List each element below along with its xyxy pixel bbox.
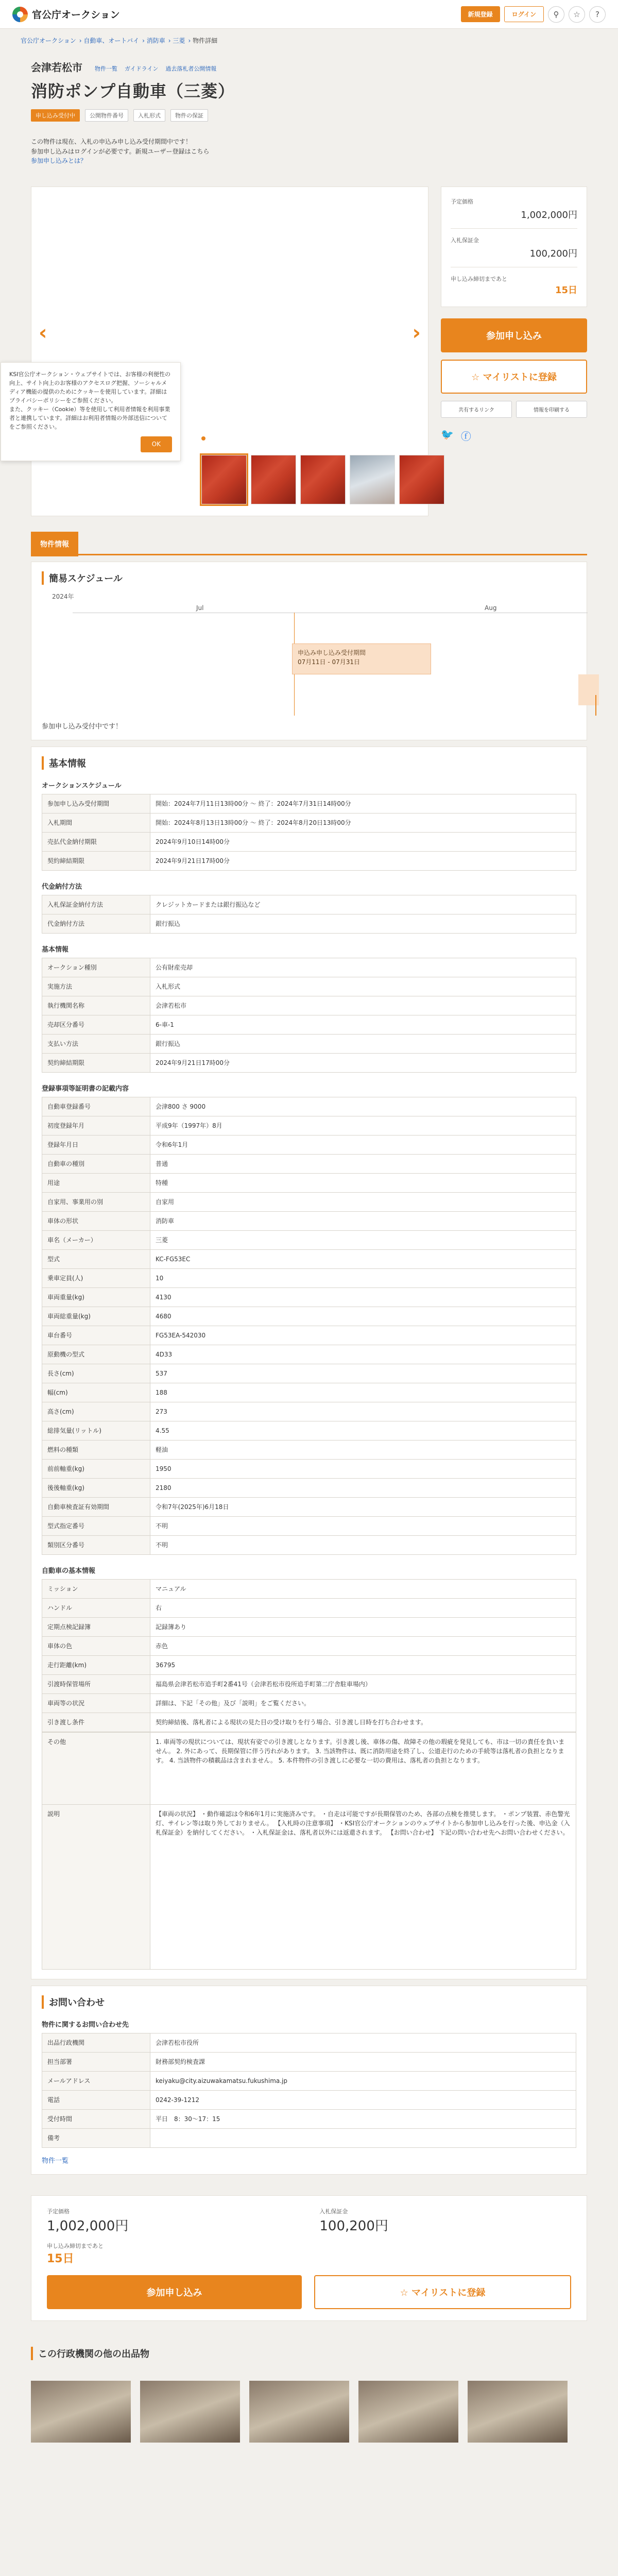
table-row (42, 1421, 576, 1440)
table-row (42, 1713, 576, 1732)
row-value: 2024年9月21日17時00分 (150, 851, 576, 870)
row-value: 会津若松市 (150, 996, 576, 1015)
price-label: 予定価格 (47, 2208, 70, 2215)
subsection-title: 自動車の基本情報 (42, 1567, 96, 1575)
site-header (0, 0, 618, 29)
row-value: 平成9年（1997年）8月 (150, 1116, 576, 1135)
section-title: 簡易スケジュール (42, 571, 576, 585)
row-value: 開始：2024年7月11日13時00分 ～ 終了：2024年7月31日14時00分 (150, 794, 576, 813)
favorite-icon[interactable]: ☆ (569, 6, 585, 23)
org-link[interactable]: ガイドライン (125, 65, 159, 72)
table-row (42, 1579, 576, 1598)
price-box (441, 187, 587, 307)
notes-table (42, 1732, 576, 1970)
row-value: 入札形式 (150, 977, 576, 996)
price-label: 申し込み締切まであと (451, 275, 507, 282)
timeline-month: Aug (485, 604, 497, 612)
days-remaining: 15日 (47, 2252, 74, 2265)
table-row (42, 958, 576, 977)
table-row (42, 2109, 576, 2128)
row-key: 高さ(cm) (42, 1402, 150, 1421)
register-button[interactable]: 新規登録 (461, 6, 500, 22)
notice-link[interactable]: 参加申し込みとは？ (31, 157, 87, 165)
registration-table (42, 1097, 576, 1555)
row-key: 自動車検査証有効期間 (42, 1497, 150, 1516)
tag: 入札形式 (133, 109, 165, 122)
tag: 物件の保証 (170, 109, 208, 122)
facebook-icon[interactable]: ⓕ (460, 430, 471, 443)
timeline-bar (292, 643, 431, 674)
table-row (42, 2128, 576, 2147)
thumbnail[interactable] (399, 455, 444, 504)
days-remaining: 15日 (555, 284, 577, 296)
table-row (42, 2052, 576, 2071)
row-key: 支払い方法 (42, 1034, 150, 1053)
row-key: 契約締結期限 (42, 851, 150, 870)
login-button[interactable]: ログイン (504, 6, 544, 22)
table-row (42, 1535, 576, 1554)
row-key: 説明 (42, 1804, 150, 1969)
row-value: 平日 8：30～17：15 (150, 2109, 576, 2128)
org-link[interactable]: 過去落札者公開情報 (165, 65, 217, 72)
row-key: 車名（メーカー） (42, 1230, 150, 1249)
row-value: 銀行振込 (150, 1034, 576, 1053)
cookie-ok-button[interactable]: OK (141, 436, 172, 452)
row-key: 乗車定員(人) (42, 1268, 150, 1287)
table-row (42, 1268, 576, 1287)
table-row (42, 914, 576, 933)
table-row (42, 1693, 576, 1713)
timeline-year: 2024年 (52, 592, 74, 600)
price-label: 入札保証金 (319, 2208, 348, 2215)
row-value: 普通 (150, 1154, 576, 1173)
table-row (42, 977, 576, 996)
row-value: 軽油 (150, 1440, 576, 1459)
section-title: お問い合わせ (42, 1995, 576, 2009)
table-row (42, 1497, 576, 1516)
payment-table (42, 895, 576, 934)
other-item-thumbnail[interactable] (31, 2381, 131, 2443)
row-key: 走行距離(km) (42, 1655, 150, 1674)
apply-button[interactable]: 参加申し込み (441, 318, 587, 352)
row-key: その他 (42, 1732, 150, 1804)
row-key: 自家用、事業用の別 (42, 1192, 150, 1211)
row-key: 車両総重量(kg) (42, 1307, 150, 1326)
row-value: 令和6年1月 (150, 1135, 576, 1154)
base-table (42, 958, 576, 1073)
table-row (42, 1440, 576, 1459)
row-key: オークション種別 (42, 958, 150, 977)
row-key: 自動車登録番号 (42, 1097, 150, 1116)
row-key: 電話 (42, 2090, 150, 2109)
start-price: 1,002,000円 (451, 208, 577, 229)
row-value: 開始：2024年8月13日13時00分 ～ 終了：2024年8月20日13時00分 (150, 813, 576, 832)
timeline-month: Jul (196, 604, 204, 612)
row-value: 特種 (150, 1173, 576, 1192)
page-title: 消防ポンプ自動車（三菱） (31, 81, 235, 101)
mylist-button[interactable]: ☆ マイリストに登録 (441, 360, 587, 394)
row-key: 後後軸重(kg) (42, 1478, 150, 1497)
section-title: この行政機関の他の出品物 (31, 2347, 587, 2360)
print-button[interactable]: 情報を印刷する (516, 401, 587, 418)
row-value: 2024年9月10日14時00分 (150, 832, 576, 851)
start-price: 1,002,000円 (47, 2218, 129, 2234)
table-row (42, 1287, 576, 1307)
row-key: 型式指定番号 (42, 1516, 150, 1535)
row-key: 型式 (42, 1249, 150, 1268)
mylist-label: マイリストに登録 (411, 2287, 486, 2298)
subsection-title: 代金納付方法 (42, 883, 82, 891)
logo-mark-icon (12, 7, 28, 22)
row-value: 詳細は、下記「その他」及び「説明」をご覧ください。 (150, 1693, 576, 1713)
row-value: 4130 (150, 1287, 576, 1307)
help-icon[interactable]: ? (589, 6, 606, 23)
row-value: 10 (150, 1268, 576, 1287)
row-key: 定期点検記録簿 (42, 1617, 150, 1636)
org-name[interactable]: 会津若松市 (31, 61, 82, 74)
row-value: 不明 (150, 1516, 576, 1535)
table-row (42, 1345, 576, 1364)
row-key: 車両等の状況 (42, 1693, 150, 1713)
row-value: 消防車 (150, 1211, 576, 1230)
row-key: 自動車の種別 (42, 1154, 150, 1173)
thumbnail[interactable] (201, 455, 247, 504)
schedule-panel (31, 562, 587, 740)
row-value: 【車両の状況】 ・動作確認は令和6年1月に実施済みです。 ・自走は可能ですが長期保管のため、各部の点検を推奨します。 ・ポンプ装置、赤色警光灯、サイレン等は取り外しておりません。 【入札時の注意事項】 ・KSI官公庁オークションのウェブサイトから参加申し込みを行った後、申込金（入札保証金）を納付してください。 ・入札保証金は、落札者以外には返還されます。 【お問い合わせ】 下記の問い合わせ先へお問い合わせください。 (150, 1804, 576, 1969)
row-value: 令和7年(2025年)6月18日 (150, 1497, 576, 1516)
table-row (42, 1364, 576, 1383)
contact-table (42, 2033, 576, 2148)
table-row (42, 1383, 576, 1402)
other-item-thumbnail[interactable] (468, 2381, 568, 2443)
table-row (42, 1402, 576, 1421)
row-key: 登録年月日 (42, 1135, 150, 1154)
basic-info-panel (31, 747, 587, 1979)
row-value: 4D33 (150, 1345, 576, 1364)
status-badge: 申し込み受付中 (31, 109, 80, 122)
row-value: 36795 (150, 1655, 576, 1674)
row-value: 188 (150, 1383, 576, 1402)
next-arrow-icon[interactable]: › (412, 320, 421, 345)
row-value: 2024年9月21日17時00分 (150, 1053, 576, 1072)
items-list-link[interactable]: 物件一覧 (42, 2157, 69, 2165)
timeline-bar-label: 申込み申し込み受付期間 (298, 649, 366, 656)
table-row (42, 1015, 576, 1034)
row-key: 長さ(cm) (42, 1364, 150, 1383)
schedule-status: 参加申し込み受付中です！ (42, 722, 123, 731)
timeline-bar-dates: 07月11日 - 07月31日 (298, 658, 360, 666)
cookie-banner (1, 362, 181, 461)
row-key: 契約締結期限 (42, 1053, 150, 1072)
row-value: 赤色 (150, 1636, 576, 1655)
schedule-table (42, 794, 576, 871)
row-key: 総排気量(リットル) (42, 1421, 150, 1440)
vehicle-table (42, 1579, 576, 1732)
subsection-title: 基本情報 (42, 945, 69, 954)
row-key: メールアドレス (42, 2071, 150, 2090)
row-value: 三菱 (150, 1230, 576, 1249)
row-key: 執行機関名称 (42, 996, 150, 1015)
table-row (42, 1053, 576, 1072)
row-key: 車台番号 (42, 1326, 150, 1345)
row-value: クレジットカードまたは銀行振込など (150, 895, 576, 914)
table-row (42, 1617, 576, 1636)
breadcrumb-item[interactable]: 官公庁オークション (21, 37, 76, 44)
tag: 公開物件番号 (85, 109, 128, 122)
other-item-thumbnail[interactable] (358, 2381, 458, 2443)
site-logo[interactable] (12, 7, 120, 22)
table-row (42, 1135, 576, 1154)
other-item-thumbnail[interactable] (249, 2381, 349, 2443)
table-row (42, 1326, 576, 1345)
row-value: 1. 車両等の現状については、現状有姿での引き渡しとなります。引き渡し後、車体の傷、故障その他の瑕疵を発見しても、市は一切の責任を負いません。 2. 外にあって、長期保管に伴う汚れがあります。 3. 当該物件は、既に消防用途を終了し、公道走行のための手続等は落札者の負担となります。 4. 当該物件の積載品は含まれません。 5. 本件物件の引き渡しに必要な一切の費用は、落札者の負担となります。 (150, 1732, 576, 1804)
table-row (42, 1307, 576, 1326)
row-value: keiyaku@city.aizuwakamatsu.fukushima.jp (150, 2071, 576, 2090)
table-row (42, 895, 576, 914)
row-value: 右 (150, 1598, 576, 1617)
row-key: 幅(cm) (42, 1383, 150, 1402)
image-gallery (9, 187, 428, 516)
table-row (42, 2071, 576, 2090)
row-key: 売却区分番号 (42, 1015, 150, 1034)
row-value: 1950 (150, 1459, 576, 1478)
table-row (42, 1211, 576, 1230)
table-row (42, 2033, 576, 2052)
row-key: 初度登録年月 (42, 1116, 150, 1135)
table-row (42, 1249, 576, 1268)
contact-panel (31, 1986, 587, 2175)
row-value: 不明 (150, 1535, 576, 1554)
row-value: 財務部契約検査課 (150, 2052, 576, 2071)
row-key: 売払代金納付期限 (42, 832, 150, 851)
share-link-button[interactable]: 共有するリンク (441, 401, 512, 418)
row-key: 車体の色 (42, 1636, 150, 1655)
row-value (150, 2128, 576, 2147)
price-label: 入札保証金 (451, 236, 479, 244)
table-row (42, 794, 576, 813)
search-icon[interactable]: ⚲ (548, 6, 564, 23)
row-key: 引き渡し条件 (42, 1713, 150, 1732)
breadcrumb-item[interactable]: 自動車、オートバイ (83, 37, 140, 44)
bottom-price-bar (31, 2195, 587, 2321)
row-value: マニュアル (150, 1579, 576, 1598)
row-value: 契約締結後、落札者による現状の見た目の受け取りを行う場合、引き渡し日時を打ち合わせます。 (150, 1713, 576, 1732)
notice-text: この物件は現在、入札の申込み申し込み受付期間中です！ (31, 138, 192, 145)
mylist-button[interactable]: ☆ マイリストに登録 (314, 2275, 571, 2309)
row-key: 車両重量(kg) (42, 1287, 150, 1307)
subsection-title: オークションスケジュール (42, 782, 122, 790)
table-row (42, 1097, 576, 1116)
table-row (42, 813, 576, 832)
table-row (42, 1598, 576, 1617)
twitter-icon[interactable]: 🐦 (441, 428, 454, 440)
row-key: 出品行政機関 (42, 2033, 150, 2052)
price-label: 予定価格 (451, 198, 473, 205)
row-value: 公有財産売却 (150, 958, 576, 977)
breadcrumb: 官公庁オークション › 自動車、オートバイ › 消防車 › 三菱 › 物件詳細 (21, 37, 218, 44)
table-row (42, 1154, 576, 1173)
row-value: 会津800 さ 9000 (150, 1097, 576, 1116)
carousel-dot[interactable] (201, 436, 205, 440)
prev-arrow-icon[interactable]: ‹ (39, 320, 47, 345)
notice-text: 参加申し込みはログインが必要です。新規ユーザー登録はこちら (31, 147, 210, 155)
row-value: 銀行振込 (150, 914, 576, 933)
table-row (42, 1230, 576, 1249)
row-value: 4.55 (150, 1421, 576, 1440)
row-key: 備考 (42, 2128, 150, 2147)
row-key: 担当部署 (42, 2052, 150, 2071)
row-key: 前前軸重(kg) (42, 1459, 150, 1478)
table-row (42, 1516, 576, 1535)
row-value: FG53EA-542030 (150, 1326, 576, 1345)
breadcrumb-current: 物件詳細 (193, 37, 218, 44)
price-label: 申し込み締切まであと (47, 2242, 104, 2249)
row-value: 273 (150, 1402, 576, 1421)
table-row (42, 996, 576, 1015)
other-item-thumbnail[interactable] (140, 2381, 240, 2443)
section-title: 基本情報 (42, 756, 576, 770)
subsection-title: 物件に関するお問い合わせ先 (42, 2021, 129, 2029)
tab-item-info[interactable]: 物件情報 (31, 532, 78, 556)
row-key: 燃料の種類 (42, 1440, 150, 1459)
row-key: 類別区分番号 (42, 1535, 150, 1554)
table-row (42, 832, 576, 851)
row-key: 入札保証金納付方法 (42, 895, 150, 914)
row-key: 実施方法 (42, 977, 150, 996)
row-value: 記録簿あり (150, 1617, 576, 1636)
breadcrumb-item[interactable]: 消防車 (146, 37, 165, 44)
org-link[interactable]: 物件一覧 (95, 65, 117, 72)
deposit-price: 100,200円 (451, 246, 577, 267)
notice (31, 137, 587, 166)
row-key: 代金納付方法 (42, 914, 150, 933)
row-value: 0242-39-1212 (150, 2090, 576, 2109)
thumbnail[interactable] (350, 455, 395, 504)
thumbnail[interactable] (300, 455, 346, 504)
row-value: 537 (150, 1364, 576, 1383)
table-row (42, 1173, 576, 1192)
table-row (42, 1478, 576, 1497)
row-value: KC-FG53EC (150, 1249, 576, 1268)
subsection-title: 登録事項等証明書の記載内容 (42, 1084, 129, 1093)
row-value: 2180 (150, 1478, 576, 1497)
breadcrumb-item[interactable]: 三菱 (173, 37, 185, 44)
row-key: 原動機の型式 (42, 1345, 150, 1364)
apply-button[interactable]: 参加申し込み (47, 2275, 302, 2309)
mylist-label: マイリストに登録 (483, 371, 557, 383)
row-key: 引渡時保管場所 (42, 1674, 150, 1693)
table-row (42, 851, 576, 870)
cookie-text: KSI官公庁オークション・ウェブサイトでは、お客様の利便性の向上、サイト向上のお客様のアクセスログ把握、ソーシャルメディア機能の提供のためにクッキーを使用しています。詳細はプライバシーポリシーをご参照ください。 (9, 370, 171, 404)
deposit-price: 100,200円 (319, 2218, 388, 2234)
table-row (42, 1459, 576, 1478)
thumbnail[interactable] (251, 455, 296, 504)
row-key: 参加申し込み受付期間 (42, 794, 150, 813)
row-value: 福島県会津若松市追手町2番41号（会津若松市役所追手町第二庁舎駐車場内） (150, 1674, 576, 1693)
table-row (42, 1636, 576, 1655)
row-value: 自家用 (150, 1192, 576, 1211)
row-key: ハンドル (42, 1598, 150, 1617)
logo-text: 官公庁オークション (32, 9, 120, 21)
row-key: ミッション (42, 1579, 150, 1598)
other-items-section (31, 2347, 587, 2443)
row-key: 車体の形状 (42, 1211, 150, 1230)
row-key: 受付時間 (42, 2109, 150, 2128)
row-key: 入札期間 (42, 813, 150, 832)
table-row (42, 1674, 576, 1693)
table-row (42, 1034, 576, 1053)
table-row (42, 1655, 576, 1674)
table-row (42, 1116, 576, 1135)
table-row (42, 1192, 576, 1211)
row-key: 用途 (42, 1173, 150, 1192)
table-row (42, 2090, 576, 2109)
row-value: 4680 (150, 1307, 576, 1326)
row-value: 会津若松市役所 (150, 2033, 576, 2052)
row-value: 6-車-1 (150, 1015, 576, 1034)
cookie-text: また、クッキー（Cookie）等を使用して利用者情報を利用事業者と連携しています。詳細はお利用者情報の外部送信についてをご参照ください。 (9, 405, 170, 431)
